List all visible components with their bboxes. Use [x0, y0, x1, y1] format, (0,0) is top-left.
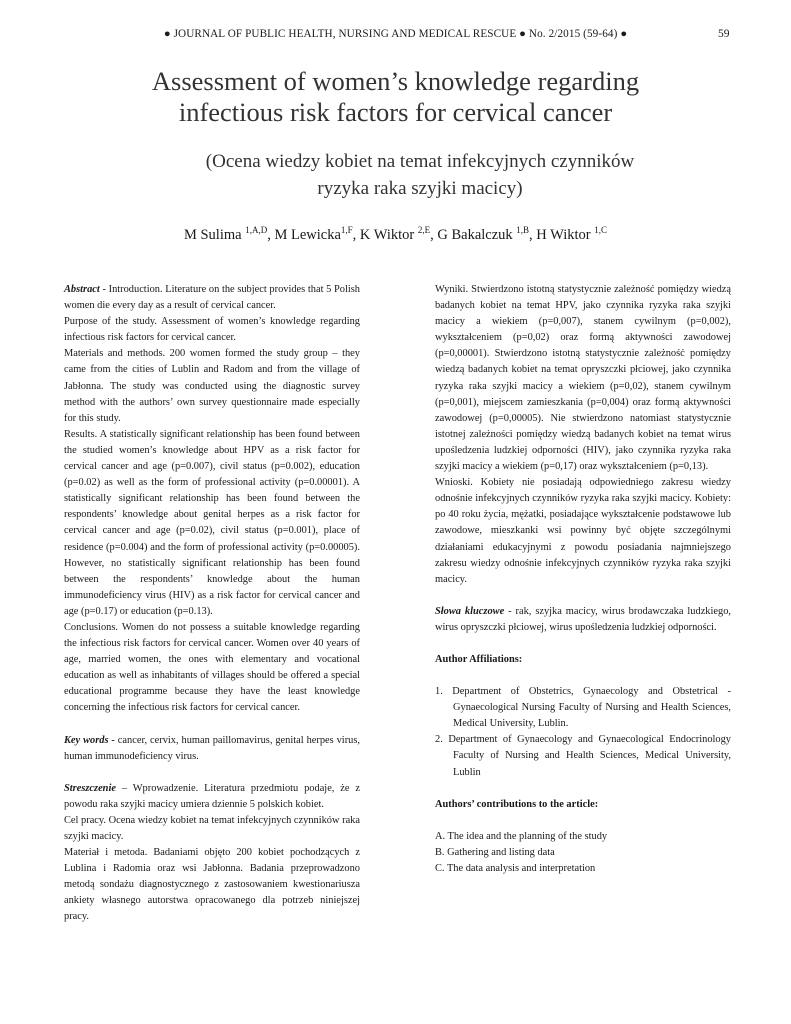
author-name: G Bakalczuk — [437, 226, 517, 243]
author-name: M Lewicka — [274, 226, 341, 243]
article-title — [40, 66, 751, 128]
streszczenie-intro-text: – Wprowadzenie. Literatura przedmiotu podaje, że z powodu raka szyjki macicy umiera dziennie 5 polskich kobiet. — [64, 782, 360, 810]
contributions-heading: Authors’ contributions to the article: — [435, 798, 599, 810]
abstract-label: Abstract — [64, 284, 100, 295]
keywords-label: Key words - — [64, 734, 115, 746]
contribution-item: A. The idea and the planning of the study — [435, 830, 608, 842]
author-name: K Wiktor — [359, 226, 418, 243]
streszczenie-wnioski: Wnioski. Kobiety nie posiadają odpowiedniego zakresu wiedzy odnośnie infekcyjnych czynników ryzyka raka szyjki macicy. Kobiety: po 40 roku życia, mężatki, posiadające wykształcenie podstawowe lub zawodowe, mieszkanki wsi powinny być objęte szczególnymi działaniami edukacyjnymi z powodu posiadania najmniejszego zakresu wiedzy odnośnie infekcyjnych czynników ryzyka raka szyjki macicy. — [435, 477, 731, 585]
abstract-purpose: Purpose of the study. Assessment of women’s knowledge regarding infectious risk factors for cervical cancer. — [64, 316, 360, 344]
affiliations-list — [435, 684, 731, 781]
author-sup: 2,E — [417, 225, 431, 235]
author-name: H Wiktor — [536, 226, 595, 243]
affiliation-item: 2. Department of Gynaecology and Gynaecological Endocrinology Faculty of Nursing and Health Sciences, Medical University, Lublin — [435, 734, 731, 778]
article-subtitle — [120, 148, 720, 202]
keywords — [64, 733, 360, 765]
author-sep: , — [352, 226, 360, 243]
author-sep: , — [267, 226, 275, 243]
streszczenie-wyniki: Wyniki. Stwierdzono istotną statystycznie zależność pomiędzy wiedzą badanych kobiet na temat HPV, jako czynnika ryzyka raka szyjki macicy a wiekiem (p=0,007), stanem cywilnym (p=0,002), wykształceniem (p=0,02) oraz formą aktywności zawodowej (p=0,00001). Stwierdzono istotną statystycznie zależność pomiędzy wiedzą badanych kobiet na temat opryszczki płciowej, jako czynnika ryzyka raka szyjki macicy a wiekiem (p=0,02), stanem cywilnym (p=0,001), miejscem zamieszkania (p=0,004) oraz formą aktywności zawodowej (p=0,00005). Nie stwierdzono natomiast statystycznie istotnej zależności pomiędzy wiedzą badanych kobiet na temat wirus upośledzenia ludzkiej odporności (HIV), jako czynnika ryzyka raka szyjki macicy a wiekiem (p=0,17) oraz wykształceniem (p=0,13). — [435, 284, 731, 473]
author-sup: 1,C — [594, 225, 608, 235]
title-line-2: infectious risk factors for cervical cancer — [178, 97, 613, 127]
slowa-kluczowe-label: Słowa kluczowe — [435, 605, 505, 617]
right-column — [435, 282, 731, 877]
keywords-text: cancer, cervix, human paillomavirus, genital herpes virus, human immunodeficiency virus. — [64, 734, 360, 762]
affiliation-item: 1. Department of Obstetrics, Gynaecology and Obstetrical - Gynaecological Nursing Faculty of Nursing and Health Sciences, Medical University, Lublin. — [435, 686, 731, 730]
streszczenie-intro — [64, 781, 360, 813]
slowa-kluczowe-text: - rak, szyjka macicy, wirus brodawczaka ludzkiego, wirus opryszczki płciowej, wirus upośledzenia ludzkiej odporności. — [435, 605, 731, 633]
contribution-item: C. The data analysis and interpretation — [435, 862, 596, 874]
author-name: M Sulima — [183, 226, 246, 243]
abstract-conclusions: Conclusions. Women do not possess a suitable knowledge regarding the infectious risk factors for cervical cancer. Women over 40 years of age, married women, the ones with elementary and vocational education as well as inhabitants of villages should be offered a special educational programme because they have the least knowledge concerning the infectious risk factors for cervical cancer. — [64, 621, 360, 714]
page-number: 59 — [718, 28, 730, 40]
streszczenie-label: Streszczenie — [64, 782, 116, 794]
author-sep: , — [529, 226, 537, 243]
abstract-intro — [64, 282, 360, 314]
slowa-kluczowe — [435, 604, 731, 636]
title-line-1: Assessment of women’s knowledge regarding — [151, 66, 640, 96]
journal-header: ● JOURNAL OF PUBLIC HEALTH, NURSING AND MEDICAL RESCUE ● No. 2/2015 (59-64) ● — [163, 28, 628, 40]
author-list — [0, 225, 791, 244]
author-sup: 1,A,D — [245, 225, 268, 235]
subtitle-line-2: ryzyka raka szyjki macicy) — [317, 178, 523, 199]
streszczenie-metoda: Materiał i metoda. Badaniami objęto 200 kobiet pochodzących z Lublina i Radomia oraz wsi Jabłonna. Badania przeprowadzono metodą sondażu diagnostycznego z zastosowaniem kwestionariusza ankiety własnego autorstwa opracowanego dla potrzeb niniejszej pracy. — [64, 847, 360, 923]
abstract-methods: Materials and methods. 200 women formed the study group – they came from the cities of Lublin and Radom and from the village of Jabłonna. The study was conducted using the diagnostic survey method with the authors’ own survey questionnaire made especially for this study. — [64, 348, 360, 424]
author-sep: , — [430, 226, 438, 243]
author-sup: 1,B — [516, 225, 530, 235]
left-column — [64, 282, 360, 926]
author-sup: 1,F — [340, 225, 353, 235]
affiliations-heading: Author Affiliations: — [435, 653, 523, 665]
contributions-list — [435, 829, 731, 877]
abstract-results: Results. A statistically significant relationship has been found between the studied women’s knowledge about HPV as a risk factor for cervical cancer and age (p=0.007), civil status (p=0.002), education (p=0.02) as well as the form of professional activity (p=0.00001). A statistically significant relationship has been found between the respondents’ knowledge about genital herpes as a risk factor for cervical cancer and age (p=0.02), civil status (p=0.001), place of residence (p=0.004) and the form of professional activity (p=0.00005). However, no statistically significant relationship has been found between the respondents’ knowledge about the human immunodeficiency virus (HIV) as a risk factor for cervical cancer and age (p=0.17) or education (p=0.13). — [64, 428, 360, 617]
contribution-item: B. Gathering and listing data — [435, 846, 555, 858]
streszczenie-cel: Cel pracy. Ocena wiedzy kobiet na temat infekcyjnych czynników raka szyjki macicy. — [64, 814, 360, 842]
abstract-intro-text: - Introduction. Literature on the subject provides that 5 Polish women die every day as a result of cervical cancer. — [64, 284, 360, 312]
subtitle-line-1: (Ocena wiedzy kobiet na temat infekcyjnych czynników — [205, 151, 635, 172]
